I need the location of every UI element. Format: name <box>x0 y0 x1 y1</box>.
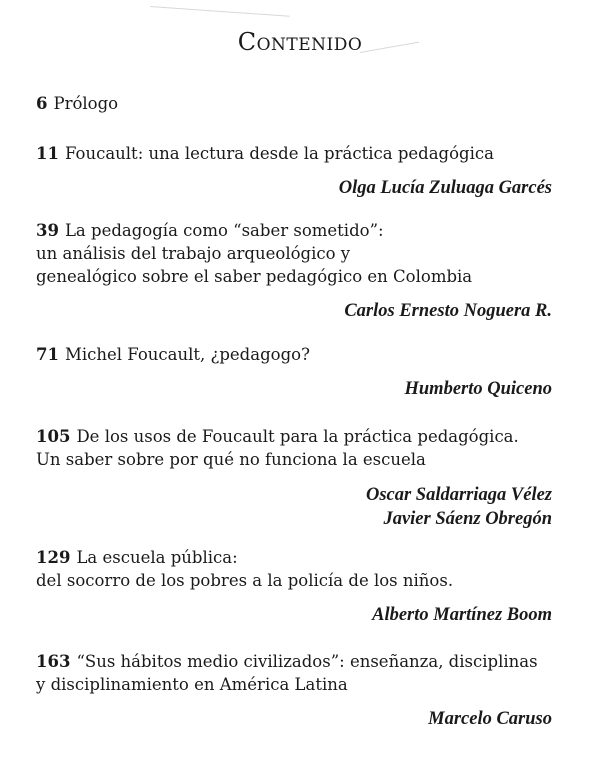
entry-title-line: “Sus hábitos medio civilizados”: enseñanza, disciplinas <box>76 652 538 671</box>
entry-title-line: Un saber sobre por qué no funciona la escuela <box>36 450 426 469</box>
page-number: 105 <box>36 427 71 446</box>
page-title: Contenido <box>237 28 363 56</box>
toc-entry <box>36 92 566 115</box>
entry-title-line: Prólogo <box>53 94 119 113</box>
entry-title-line: La pedagogía como “saber sometido”: <box>64 221 384 240</box>
scan-mark <box>150 6 290 17</box>
page-number: 129 <box>36 548 71 567</box>
entry-title-line: genealógico sobre el saber pedagógico en Colombia <box>36 267 473 286</box>
entry-first-line <box>36 92 566 115</box>
page-number: 11 <box>36 144 59 163</box>
entry-author: Carlos Ernesto Noguera R. <box>344 301 552 321</box>
entry-first-line <box>36 343 566 366</box>
page-number: 6 <box>36 94 48 113</box>
entry-author: Humberto Quiceno <box>404 379 552 399</box>
entry-title-line: La escuela pública: <box>76 548 238 567</box>
toc-entry <box>36 546 566 627</box>
page-number: 71 <box>36 345 59 364</box>
page-number: 39 <box>36 221 59 240</box>
entry-title-line: Foucault: una lectura desde la práctica pedagógica <box>64 144 494 163</box>
entry-author: Marcelo Caruso <box>428 709 552 729</box>
entry-first-line <box>36 425 566 448</box>
entry-author: Alberto Martínez Boom <box>372 605 552 625</box>
toc-entry <box>36 142 566 200</box>
toc-entry <box>36 650 566 731</box>
entry-title-line: un análisis del trabajo arqueológico y <box>36 244 351 263</box>
toc-entry <box>36 343 566 401</box>
entry-title-line: del socorro de los pobres a la policía de los niños. <box>36 571 454 590</box>
entry-author: Oscar Saldarriaga Vélez <box>365 485 552 505</box>
toc-entry <box>36 425 566 531</box>
entry-title-line: De los usos de Foucault para la práctica pedagógica. <box>76 427 519 446</box>
entry-first-line <box>36 219 566 242</box>
entry-title-line: y disciplinamiento en América Latina <box>36 675 348 694</box>
page-number: 163 <box>36 652 71 671</box>
entry-author: Olga Lucía Zuluaga Garcés <box>338 178 552 198</box>
toc-entry <box>36 219 566 323</box>
entry-first-line <box>36 650 566 673</box>
entry-first-line <box>36 546 566 569</box>
entry-title-line: Michel Foucault, ¿pedagogo? <box>64 345 310 364</box>
entry-author: Javier Sáenz Obregón <box>383 509 552 529</box>
entry-first-line <box>36 142 566 165</box>
